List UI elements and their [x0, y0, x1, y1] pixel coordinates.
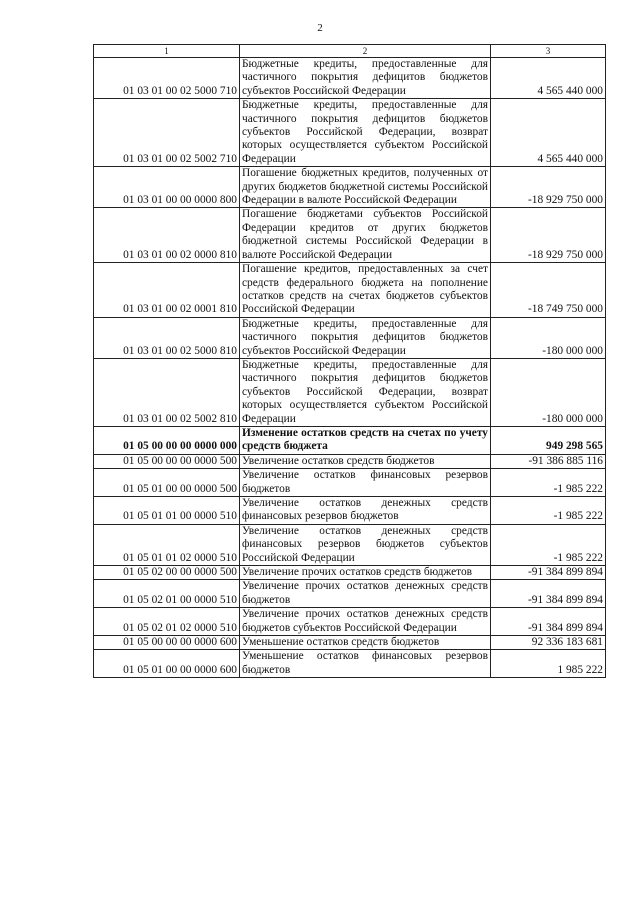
item-name-cell: Бюджетные кредиты, предоставленные для частичного покрытия дефицитов бюджетов субъектов Российской Федерации: [240, 317, 491, 358]
table-row: [94, 358, 606, 426]
table-row: [94, 580, 606, 608]
budget-code-cell: 01 05 00 00 00 0000 000: [94, 426, 240, 454]
page-number: 2: [317, 22, 323, 34]
budget-code-cell: 01 03 01 00 02 5000 710: [94, 58, 240, 99]
item-name-cell: Погашение кредитов, предоставленных за счет средств федерального бюджета на пополнение остатков средств на счетах бюджетов субъектов Российской Федерации: [240, 263, 491, 318]
budget-code-cell: 01 05 00 00 00 0000 600: [94, 636, 240, 650]
table-row: [94, 426, 606, 454]
amount-cell: -1 985 222: [491, 469, 606, 497]
item-name-cell: Увеличение остатков финансовых резервов бюджетов: [240, 469, 491, 497]
amount-cell: 4 565 440 000: [491, 99, 606, 167]
amount-cell: 1 985 222: [491, 650, 606, 678]
budget-code-cell: 01 05 01 00 00 0000 500: [94, 469, 240, 497]
budget-code-cell: 01 05 01 00 00 0000 600: [94, 650, 240, 678]
table-row: [94, 317, 606, 358]
item-name-cell: Увеличение остатков денежных средств финансовых резервов бюджетов: [240, 497, 491, 525]
table-row: [94, 99, 606, 167]
budget-table: [93, 44, 606, 678]
budget-code-cell: 01 05 02 00 00 0000 500: [94, 566, 240, 580]
column-header-2: 2: [240, 45, 491, 58]
item-name-cell: Погашение бюджетами субъектов Российской Федерации кредитов от других бюджетов бюджетной системы Российской Федерации в валюте Российской Федерации: [240, 208, 491, 263]
table-body: [94, 58, 606, 678]
item-name-cell: Уменьшение остатков средств бюджетов: [240, 636, 491, 650]
table-header-row: [94, 45, 606, 58]
item-name-cell: Бюджетные кредиты, предоставленные для частичного покрытия дефицитов бюджетов субъектов Российской Федерации: [240, 58, 491, 99]
table-row: [94, 263, 606, 318]
budget-code-cell: 01 03 01 00 02 5002 810: [94, 358, 240, 426]
table-row: [94, 469, 606, 497]
table-row: [94, 636, 606, 650]
amount-cell: 4 565 440 000: [491, 58, 606, 99]
item-name-cell: Уменьшение остатков финансовых резервов бюджетов: [240, 650, 491, 678]
table-row: [94, 524, 606, 565]
amount-cell: -91 384 899 894: [491, 580, 606, 608]
table-row: [94, 58, 606, 99]
budget-code-cell: 01 05 02 01 00 0000 510: [94, 580, 240, 608]
amount-cell: 949 298 565: [491, 426, 606, 454]
budget-code-cell: 01 03 01 00 02 0000 810: [94, 208, 240, 263]
budget-code-cell: 01 05 02 01 02 0000 510: [94, 608, 240, 636]
item-name-cell: Изменение остатков средств на счетах по учету средств бюджета: [240, 426, 491, 454]
table-row: [94, 208, 606, 263]
amount-cell: -18 929 750 000: [491, 167, 606, 208]
budget-code-cell: 01 03 01 00 00 0000 800: [94, 167, 240, 208]
budget-code-cell: 01 05 01 01 00 0000 510: [94, 497, 240, 525]
amount-cell: -91 386 885 116: [491, 454, 606, 468]
column-header-1: 1: [94, 45, 240, 58]
budget-code-cell: 01 03 01 00 02 0001 810: [94, 263, 240, 318]
table-row: [94, 497, 606, 525]
item-name-cell: Погашение бюджетных кредитов, полученных от других бюджетов бюджетной системы Российской Федерации в валюте Российской Федерации: [240, 167, 491, 208]
amount-cell: -18 929 750 000: [491, 208, 606, 263]
item-name-cell: Бюджетные кредиты, предоставленные для частичного покрытия дефицитов бюджетов субъектов Российской Федерации, возврат которых осуществляется субъектом Российской Федерации: [240, 358, 491, 426]
item-name-cell: Увеличение прочих остатков средств бюджетов: [240, 566, 491, 580]
amount-cell: -18 749 750 000: [491, 263, 606, 318]
amount-cell: -1 985 222: [491, 524, 606, 565]
table-row: [94, 650, 606, 678]
amount-cell: 92 336 183 681: [491, 636, 606, 650]
budget-code-cell: 01 03 01 00 02 5000 810: [94, 317, 240, 358]
budget-code-cell: 01 05 00 00 00 0000 500: [94, 454, 240, 468]
amount-cell: -1 985 222: [491, 497, 606, 525]
amount-cell: -91 384 899 894: [491, 608, 606, 636]
table-row: [94, 167, 606, 208]
table-row: [94, 454, 606, 468]
item-name-cell: Увеличение остатков денежных средств финансовых резервов бюджетов субъектов Российской Федерации: [240, 524, 491, 565]
item-name-cell: Увеличение прочих остатков денежных средств бюджетов субъектов Российской Федерации: [240, 608, 491, 636]
amount-cell: -180 000 000: [491, 317, 606, 358]
item-name-cell: Бюджетные кредиты, предоставленные для частичного покрытия дефицитов бюджетов субъектов Российской Федерации, возврат которых осуществляется субъектом Российской Федерации: [240, 99, 491, 167]
table-row: [94, 608, 606, 636]
amount-cell: -91 384 899 894: [491, 566, 606, 580]
table-row: [94, 566, 606, 580]
column-header-3: 3: [491, 45, 606, 58]
item-name-cell: Увеличение остатков средств бюджетов: [240, 454, 491, 468]
item-name-cell: Увеличение прочих остатков денежных средств бюджетов: [240, 580, 491, 608]
budget-code-cell: 01 05 01 01 02 0000 510: [94, 524, 240, 565]
amount-cell: -180 000 000: [491, 358, 606, 426]
budget-code-cell: 01 03 01 00 02 5002 710: [94, 99, 240, 167]
